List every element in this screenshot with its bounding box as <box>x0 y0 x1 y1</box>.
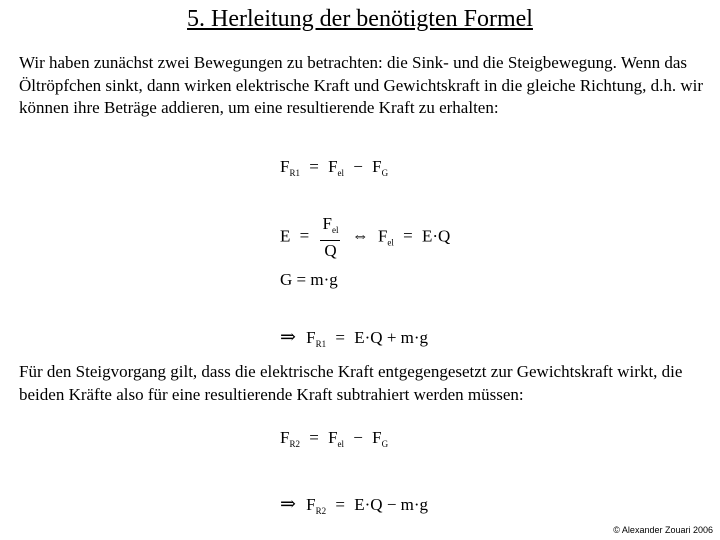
fraction-fel-over-q: $\frac{F_{el}}{Q}$ <box>322 214 339 260</box>
equation-fr1-result: ⇒ $F_{R1} = E\cdot Q + m\cdot g$ <box>280 327 429 349</box>
equation-electric-field: E = $\frac{F_{el}}{Q}$ ⇔ $F_{el} = E\cdot Q$ <box>280 214 451 260</box>
paragraph-steigvorgang: Für den Steigvorgang gilt, dass die elektrische Kraft entgegengesetzt zur Gewichtskraft wirkt, die beiden Kräfte also für eine resultierende Kraft subtrahiert werden müssen: <box>19 362 683 404</box>
slide-title: 5. Herleitung der benötigten Formel <box>187 6 533 32</box>
equation-fr2-definition: $F_{R2} = F_{el} - F_G$ <box>280 428 389 449</box>
equation-weight-force: G = m·g <box>280 270 338 289</box>
copyright-footer: © Alexander Zouari 2006 <box>613 525 713 535</box>
paragraph-sinkbewegung: Wir haben zunächst zwei Bewegungen zu betrachten: die Sink- und die Steigbewegung. Wenn das Öltröpfchen sinkt, dann wirken elektrische Kraft und Gewichtskraft in die gleiche Richtung, d.h. wir können ihre Beträge addieren, um eine resultierende Kraft zu erhalten: <box>19 53 704 117</box>
equation-fr2-result: ⇒ $F_{R2} = E\cdot Q - m\cdot g$ <box>280 494 429 516</box>
equation-fr1-definition: $F_{R1} = F_{el} - F_G$ <box>280 157 389 178</box>
